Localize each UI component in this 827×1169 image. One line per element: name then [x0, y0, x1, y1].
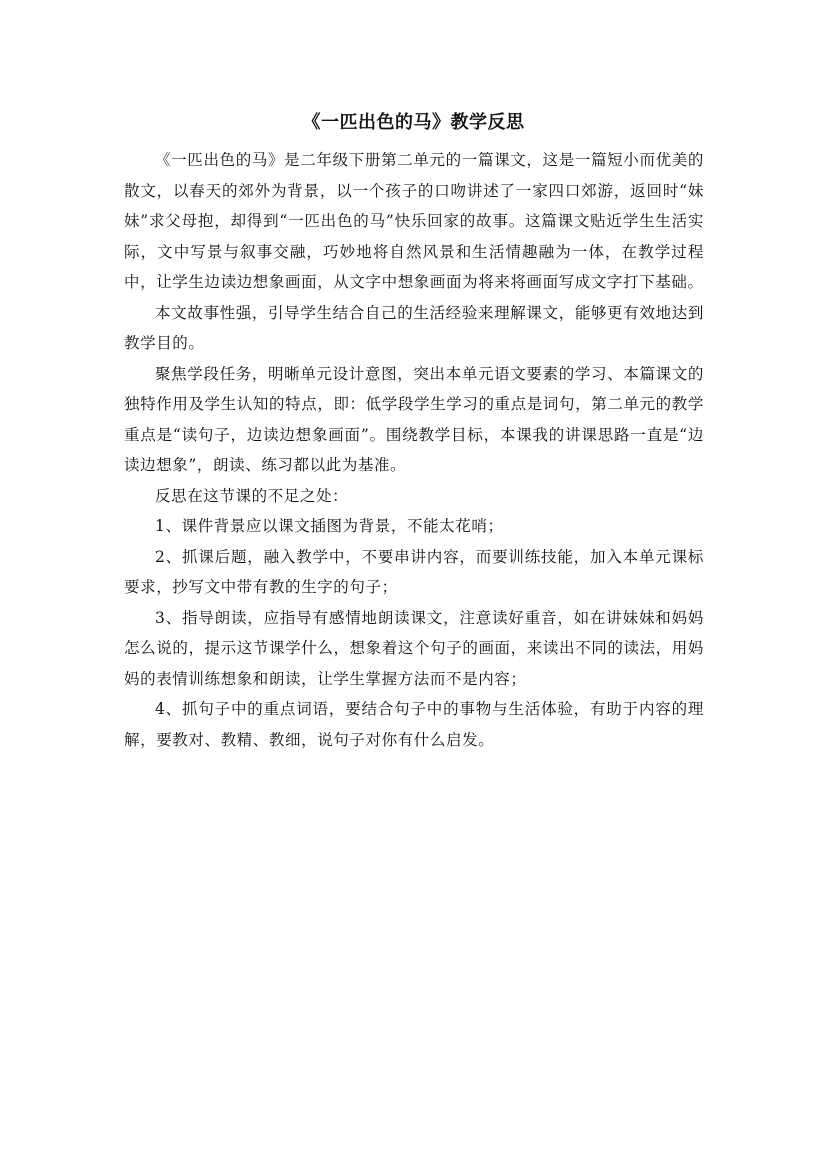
paragraph-point-2: 2、抓课后题，融入教学中，不要串讲内容，而要训练技能，加入本单元课标要求，抄写文中带有教的生字的句子； [124, 547, 704, 596]
paragraph-focus: 聚焦学段任务，明晰单元设计意图，突出本单元语文要素的学习、本篇课文的独特作用及学生认知的特点，即：低学段学生学习的重点是词句，第二单元的教学重点是“读句子，边读边想象画面”。围绕教学目标，本课我的讲课思路一直是“边读边想象”，朗读、练习都以此为基准。 [124, 364, 704, 474]
paragraph-story: 本文故事性强，引导学生结合自己的生活经验来理解课文，能够更有效地达到教学目的。 [124, 303, 704, 352]
paragraph-intro: 《一匹出色的马》是二年级下册第二单元的一篇课文，这是一篇短小而优美的散文，以春天的郊外为背景，以一个孩子的口吻讲述了一家四口郊游，返回时“妹妹”求父母抱，却得到“一匹出色的马”快乐回家的故事。这篇课文贴近学生生活实际，文中写景与叙事交融，巧妙地将自然风景和生活情趣融为一体，在教学过程中，让学生边读边想象画面，从文字中想象画面为将来将画面写成文字打下基础。 [124, 151, 704, 291]
paragraph-point-4: 4、抓句子中的重点词语，要结合句子中的事物与生活体验，有助于内容的理解，要教对、教精、教细，说句子对你有什么启发。 [124, 700, 704, 749]
paragraph-reflection-heading: 反思在这节课的不足之处： [155, 486, 349, 505]
paragraph-point-3: 3、指导朗读，应指导有感情地朗读课文，注意读好重音，如在讲妹妹和妈妈怎么说的，提示这节课学什么，想象着这个句子的画面，来读出不同的读法，用妈妈的表情训练想象和朗读，让学生掌握方法而不是内容； [124, 608, 704, 688]
paragraph-point-1: 1、课件背景应以课文插图为背景，不能太花哨； [155, 517, 504, 535]
document-title: 《一匹出色的马》教学反思 [302, 112, 525, 133]
document-body [124, 145, 704, 755]
